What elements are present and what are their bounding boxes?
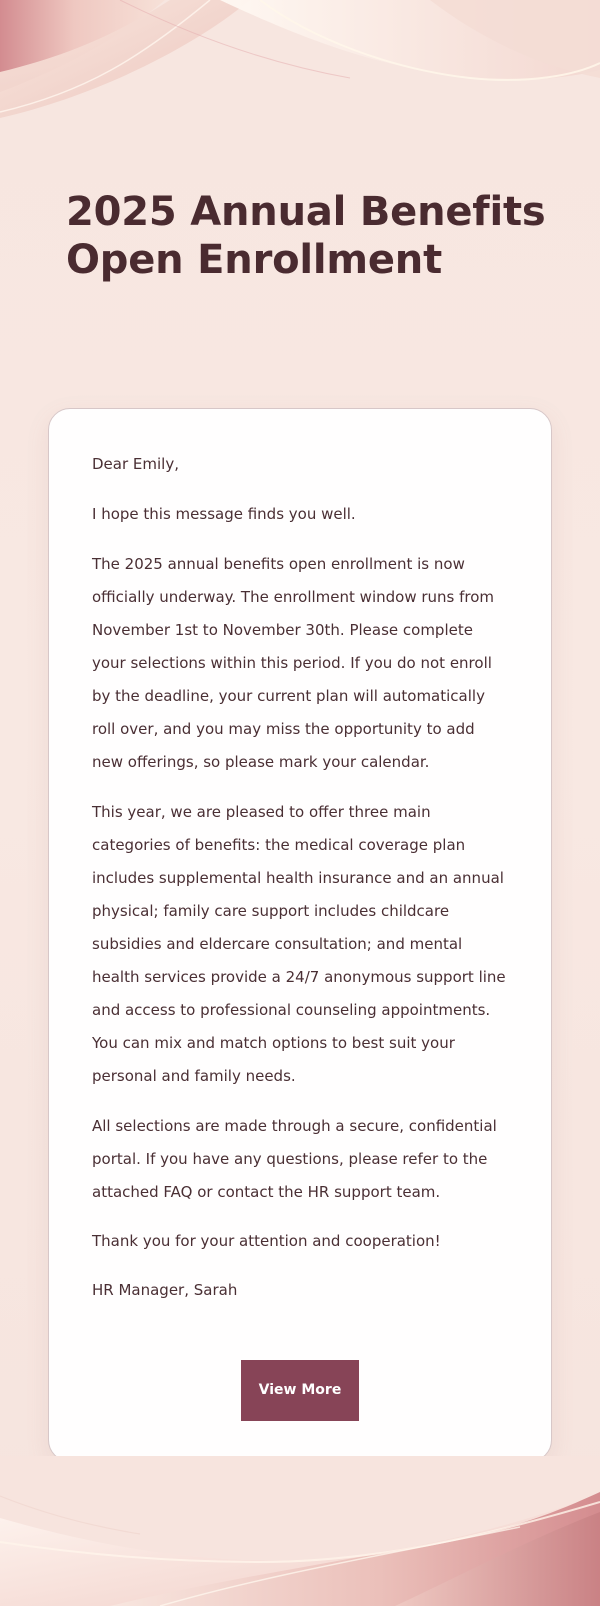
view-more-button[interactable]: View More	[241, 1360, 359, 1421]
enrollment-paragraph: The 2025 annual benefits open enrollment is now officially underway. The enrollment window runs from November 1st to November 30th. Please complete your selections within this period. If you do not enroll by the deadline, your current plan will automatically roll over, and you may miss the opportunity to add new offerings, so please mark your calendar.	[92, 555, 495, 771]
benefits-paragraph: This year, we are pleased to offer three main categories of benefits: the medical coverage plan includes supplemental health insurance and an annual physical; family care support includes childcare subsidies and eldercare consultation; and mental health services provide a 24/7 anonymous support line and access to professional counseling appointments. You can mix and match options to best suit your personal and family needs.	[92, 803, 506, 1085]
bottom-silk-decoration	[0, 1456, 600, 1606]
salutation: Dear Emily,	[92, 455, 179, 473]
page-title	[66, 188, 546, 284]
signature: HR Manager, Sarah	[92, 1281, 238, 1299]
button-area	[49, 1360, 551, 1421]
title-line-1: 2025 Annual Benefits	[66, 189, 546, 235]
thanks-text: Thank you for your attention and cooperation!	[92, 1232, 441, 1250]
letter-card	[48, 408, 552, 1462]
portal-paragraph: All selections are made through a secure, confidential portal. If you have any questions, please refer to the attached FAQ or contact the HR support team.	[92, 1117, 497, 1201]
top-silk-decoration	[0, 0, 600, 140]
title-line-2: Open Enrollment	[66, 237, 443, 283]
intro-text: I hope this message finds you well.	[92, 505, 356, 523]
